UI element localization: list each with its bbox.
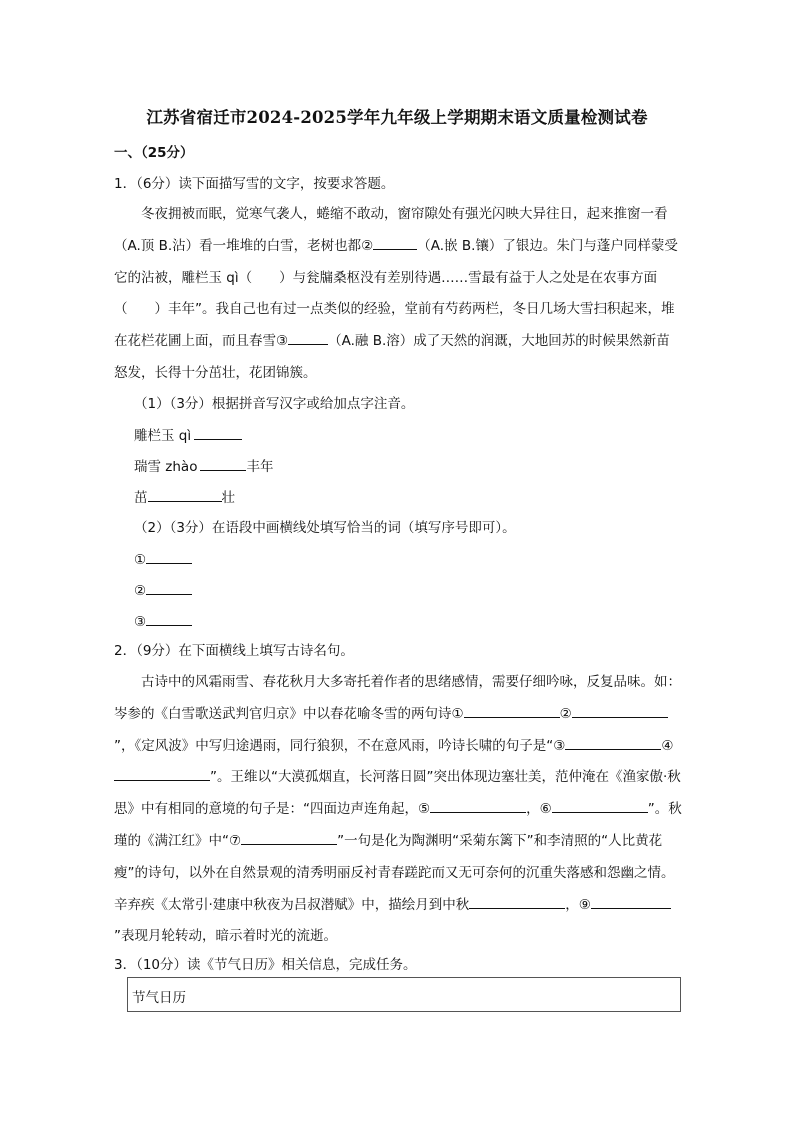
separator: ， — [526, 801, 540, 818]
item-label: 茁 — [134, 490, 148, 506]
blank-3[interactable] — [288, 330, 328, 345]
item-label-suffix: 壮 — [221, 490, 235, 506]
answer-blank[interactable] — [148, 487, 222, 502]
question-2-passage — [114, 667, 682, 953]
answer-blank[interactable] — [200, 456, 246, 471]
blank-marker-9: ⑨ — [578, 896, 591, 913]
question-1-sub1: （1）（3分）根据拼音写汉字或给加点字注音。 — [134, 396, 415, 412]
answer-line-1 — [134, 425, 242, 446]
fill-marker: ② — [134, 583, 147, 599]
question-1-sub2: （2）（3分）在语段中画横线处填写恰当的词（填写序号即可）。 — [134, 520, 516, 536]
poem-blank-8[interactable] — [469, 894, 565, 909]
item-label: 瑞雪 zhào — [134, 459, 198, 475]
fill-blank[interactable] — [146, 549, 192, 564]
poem-blank-9[interactable] — [591, 894, 671, 909]
blank-marker-5: ⑤ — [418, 801, 431, 818]
question-3-header: 3．（10分）读《节气日历》相关信息，完成任务。 — [114, 957, 417, 973]
poem-text-5: ”一句是化为陶渊明“采菊东篱下”和李清照的“人比黄花瘦”的诗句，以外在自然景观的清秀明丽反衬青春蹉跎而又无可奈何的沉重失落感和怨幽之情。辛弃疾《太常引·建康中秋夜为吕叔潜赋》中，描绘月到中秋 — [114, 832, 675, 913]
question-1-header: 1．（6分）读下面描写雪的文字，按要求答题。 — [114, 176, 395, 192]
poem-blank-7[interactable] — [241, 830, 337, 845]
blank-marker-1: ① — [451, 705, 464, 722]
answer-line-3 — [134, 487, 235, 508]
question-2-header: 2．（9分）在下面横线上填写古诗名句。 — [114, 643, 354, 659]
box-label: 节气日历 — [132, 990, 186, 1006]
poem-text-1: 古诗中的风霜雨雪、春花秋月大多寄托着作者的思绪感情，需要仔细吟咏，反复品味。如：岑参的《白雪歌送武判官归京》中以春花喻冬雪的两句诗 — [114, 674, 681, 722]
fill-blank[interactable] — [146, 611, 192, 626]
answer-blank[interactable] — [194, 425, 242, 440]
item-label: 雕栏玉 qì — [134, 428, 192, 444]
poem-text-2: ”，《定风波》中写归途遇雨，同行狼狈，不在意风雨，吟诗长啸的句子是“ — [114, 737, 554, 754]
passage-text-2: （A.嵌 B.镶）了银边。朱门与蓬户同样蒙受它的沾被，雕栏玉 qì（ ）与瓮牖桑枢没有差别待遇……雪最有益于人之处是在农事方面（ ）丰年”。我自己也有过一点类似的经验，堂前有芍药两栏，冬日几场大雪扫积起来，堆在花栏花圃上面，而且春雪 — [114, 237, 678, 350]
poem-blank-3[interactable] — [565, 735, 661, 750]
blank-marker-2: ② — [361, 237, 374, 254]
fill-line-1 — [134, 549, 192, 570]
blank-marker-3: ③ — [553, 737, 566, 754]
separator: ， — [565, 896, 579, 913]
passage-text-3: （A.融 B.溶）成了天然的润溉，大地回苏的时候果然新苗怒发，长得十分茁壮，花团锦簇。 — [114, 333, 670, 381]
fill-marker: ③ — [134, 614, 147, 630]
blank-marker-4: ④ — [661, 737, 674, 754]
poem-text-4: ”。秋瑾的《满江红》中“ — [114, 801, 682, 849]
poem-blank-2[interactable] — [572, 703, 668, 718]
fill-marker: ① — [134, 552, 147, 568]
section-heading: 一、（25分） — [114, 145, 194, 161]
poem-text-6: ”表现月轮转动，暗示着时光的流逝。 — [114, 928, 337, 945]
blank-marker-2: ② — [559, 705, 572, 722]
solar-terms-calendar-box — [127, 977, 681, 1012]
poem-blank-1[interactable] — [464, 703, 560, 718]
poem-blank-6[interactable] — [552, 798, 648, 813]
fill-blank[interactable] — [146, 580, 192, 595]
blank-marker-3: ③ — [276, 333, 289, 350]
poem-blank-4[interactable] — [114, 766, 210, 781]
exam-title: 江苏省宿迁市2024-2025学年九年级上学期期末语文质量检测试卷 — [146, 108, 648, 127]
fill-line-2 — [134, 580, 192, 601]
passage-text-1: 冬夜拥被而眠，觉寒气袭人，蜷缩不敢动，窗帘隙处有强光闪映大异往日，起来推窗一看（A.顶 B.沾）看一堆堆的白雪，老树也都 — [114, 206, 668, 254]
answer-line-2 — [134, 456, 273, 477]
blank-2[interactable] — [373, 235, 417, 250]
fill-line-3 — [134, 611, 192, 632]
blank-marker-7: ⑦ — [229, 832, 242, 849]
poem-blank-5[interactable] — [430, 798, 526, 813]
poem-text-3: ”。王维以“大漠孤烟直，长河落日圆”突出体现边塞壮美，范仲淹在《渔家傲·秋思》中有相同的意境的句子是：“四面边声连角起， — [114, 769, 681, 818]
blank-marker-6: ⑥ — [539, 801, 552, 818]
item-label-suffix: 丰年 — [246, 459, 274, 475]
question-1-passage — [114, 199, 682, 390]
